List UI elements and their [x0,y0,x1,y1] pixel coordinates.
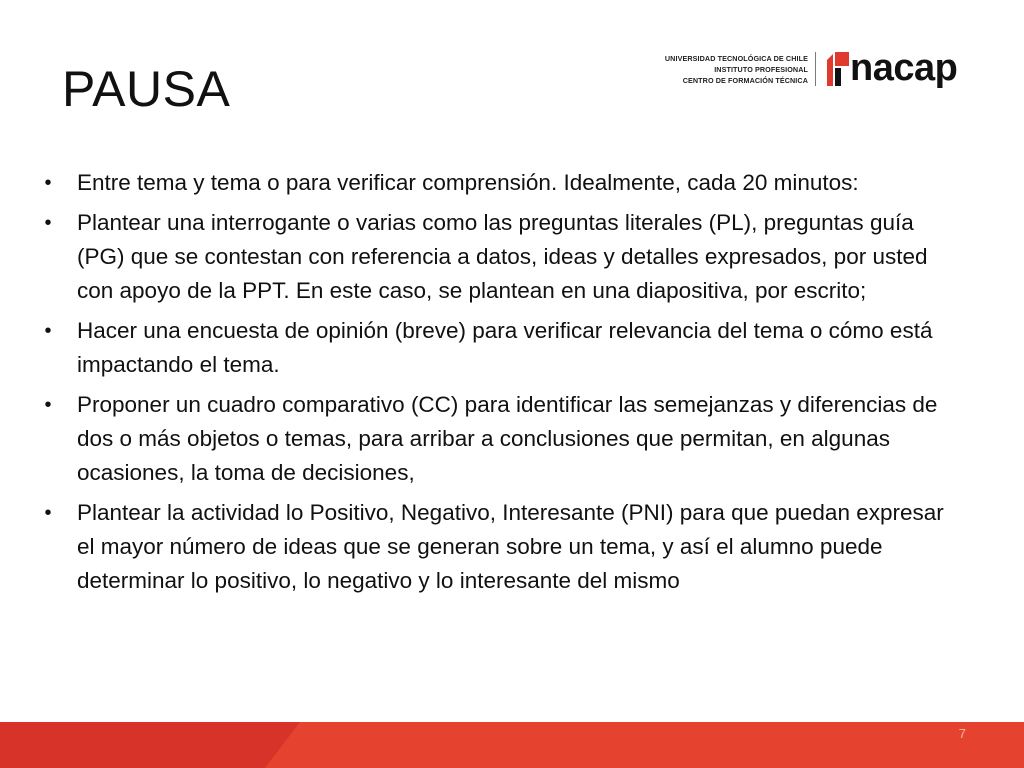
logo-line-institute: INSTITUTO PROFESIONAL [714,65,808,74]
bullet-icon: • [44,502,52,524]
bullet-item [38,314,958,382]
nacap-mark-icon [823,52,849,86]
bullet-item [38,496,958,598]
bullet-item [38,166,958,200]
logo-divider [815,52,816,86]
bullet-item [38,206,958,308]
bullet-icon: • [44,172,52,194]
bullet-icon: • [44,212,52,234]
footer-band [0,722,1024,768]
logo-institution-text [662,53,808,86]
logo-wordmark: nacap [850,47,958,89]
logo-line-cft: CENTRO DE FORMACIÓN TÉCNICA [682,76,808,85]
bullet-text: Entre tema y tema o para verificar comprensión. Idealmente, cada 20 minutos: [77,170,859,195]
bullet-icon: • [44,394,52,416]
bullet-text: Hacer una encuesta de opinión (breve) para verificar relevancia del tema o cómo está impactando el tema. [77,318,933,377]
logo-line-university: UNIVERSIDAD TECNOLÓGICA DE CHILE [664,54,808,63]
bullet-text: Proponer un cuadro comparativo (CC) para identificar las semejanzas y diferencias de dos o más objetos o temas, para arribar a conclusiones que permitan, en algunas ocasiones, la toma de decisiones, [77,392,938,485]
bullet-list [38,166,958,604]
bullet-item [38,388,958,490]
slide-title: PAUSA [62,61,231,117]
bullet-icon: • [44,320,52,342]
bullet-text: Plantear la actividad lo Positivo, Negativo, Interesante (PNI) para que puedan expresar el mayor número de ideas que se generan sobre un tema, y así el alumno puede determinar lo positivo, lo negativo y lo interesante del mismo [77,500,944,593]
nacap-logo [662,47,992,98]
bullet-text: Plantear una interrogante o varias como las preguntas literales (PL), preguntas guía (PG) que se contestan con referencia a datos, ideas y detalles expresados, por usted con apoyo de la PPT. En este caso, se plantean en una diapositiva, por escrito; [77,210,928,303]
page-number: 7 [958,726,966,741]
